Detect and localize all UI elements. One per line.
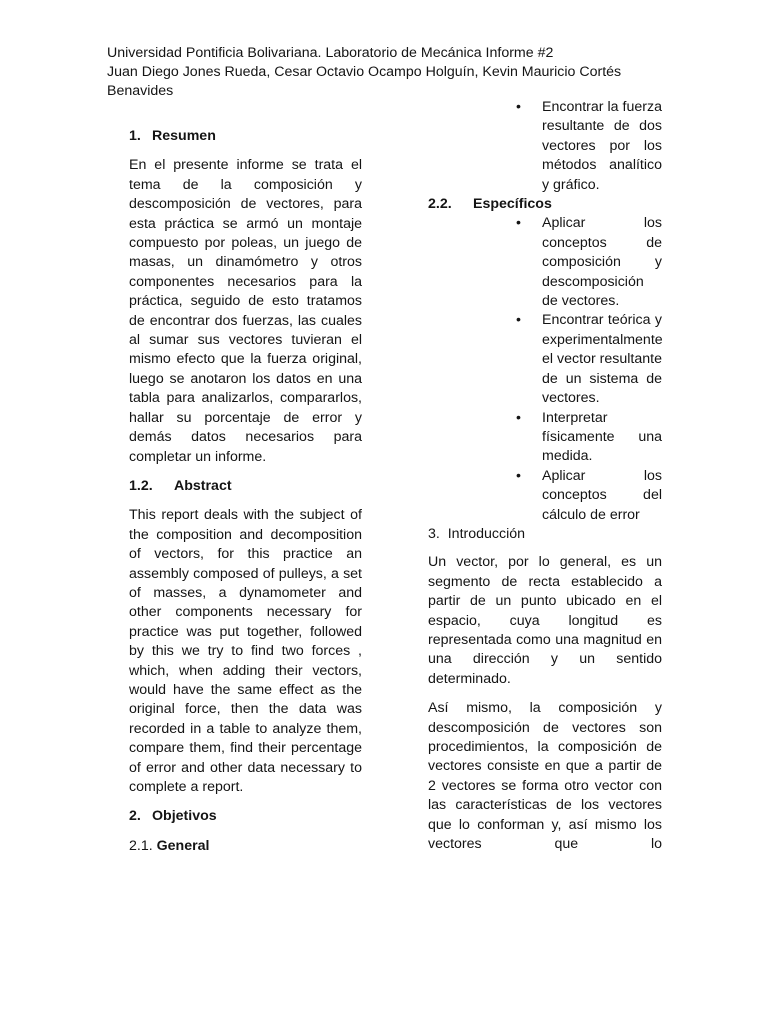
section-number: 1. [129,128,141,144]
header-institution: Universidad Pontificia Bolivariana. Laboratorio de Mecánica Informe #2 [107,45,554,61]
section-resumen-heading [129,127,362,146]
section-objetivos-heading [129,807,362,826]
intro-paragraph-1: Un vector, por lo general, es un segmento de recta establecido a partir de un punto ubicado en el espacio, cuya longitud es representada como una magnitud en una dirección y un sentido determinado. [428,554,662,687]
section-title: Introducción [447,525,526,542]
general-objectives-list [428,98,662,195]
list-item-text: Encontrar teórica y experimentalmente el vector resultante de un sistema de vectores. [542,312,663,407]
section-title: Objetivos [152,808,217,825]
section-number: 2.2. [428,196,452,213]
bullet-icon: • [516,215,521,232]
abstract-paragraph: This report deals with the subject of the composition and decomposition of vectors, for this practice an assembly composed of pulleys, a set of masses, a dynamometer and other components necessary for practice was put together, followed by this we try to find two forces , which, when adding their vectors, would have the same effect as the original force, then the data was recorded in a table to analyze them, compare them, find their percentage of error and other data necessary to complete a report. [129,507,362,795]
section-number: 2. [129,808,141,825]
subsection-number: 2.1. [129,837,153,854]
section-title: Resumen [152,128,216,144]
bullet-icon: • [516,409,521,426]
list-item [516,311,663,408]
bullet-icon: • [516,312,521,329]
list-item [516,98,662,195]
left-column [129,127,362,856]
bullet-icon: • [516,467,521,484]
subsection-general-heading [129,837,362,856]
bullet-icon: • [516,99,521,115]
list-item [516,214,662,311]
list-item-text: Interpretar físicamente una medida. [542,409,662,465]
list-item [516,409,662,467]
resumen-paragraph: En el presente informe se trata el tema de la composición y descomposición de vectores, para esta práctica se armó un montaje compuesto por poleas, un juego de masas, un dinamómetro y otros componentes necesarios para la práctica, seguido de esto tratamos de encontrar dos fuerzas, las cuales al sumar sus vectores tuvieran el mismo efecto que la fuerza original, luego se anotaron los datos en una tabla para analizarlos, compararlos, hallar su porcentaje de error y demás datos necesarios para completar un informe. [129,157,362,465]
section-number: 1.2. [129,477,153,494]
list-item-text: Encontrar la fuerza resultante de dos vectores por los métodos analítico y gráfico. [542,99,662,193]
header-authors: Juan Diego Jones Rueda, Cesar Octavio Ocampo Holguín, Kevin Mauricio Cortés [107,64,622,80]
section-number: 3. [428,525,440,542]
section-introduccion-heading [428,525,662,544]
document-header [107,44,667,101]
specific-objectives-list [428,214,662,525]
right-column [428,98,662,854]
list-item-text: Aplicar los conceptos del cálculo de error [542,467,662,523]
section-especificos-heading [428,195,662,214]
list-item [516,467,662,525]
section-abstract-heading [129,477,362,496]
intro-paragraph-2: Así mismo, la composición y descomposición de vectores son procedimientos, la composición de vectores consiste en que a partir de 2 vectores se forma otro vector con las características de los vectores que lo conforman y, así mismo los vectores que lo [428,700,662,853]
list-item-text: Aplicar los conceptos de composición y descomposición de vectores. [542,215,662,310]
subsection-title: General [156,837,210,854]
section-title: Específicos [473,196,552,213]
section-title: Abstract [174,477,232,494]
header-authors-cont: Benavides [107,83,174,99]
